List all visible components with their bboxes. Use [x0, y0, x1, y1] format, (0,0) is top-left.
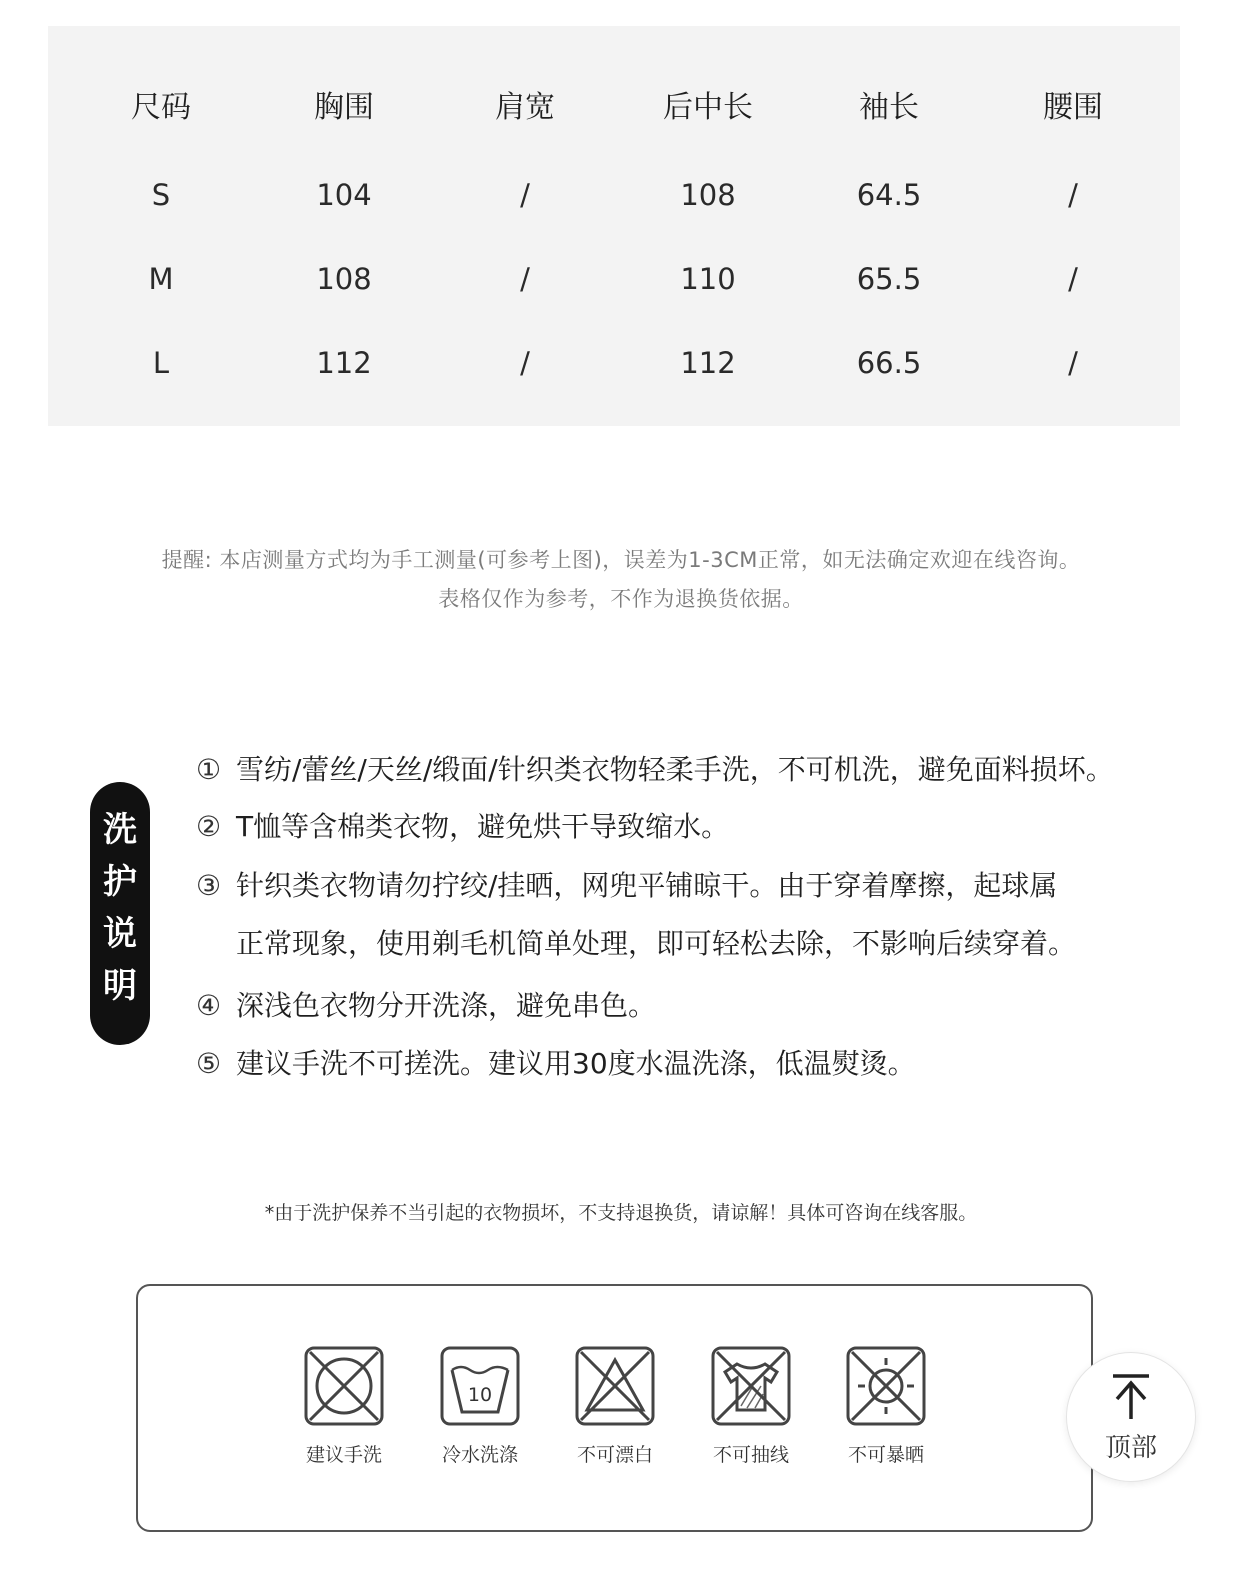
care-item-number: ③ — [196, 869, 222, 902]
table-cell: 112 — [680, 346, 736, 380]
care-icon-label: 不可抽线 — [712, 1444, 789, 1466]
table-row — [48, 333, 1180, 393]
back-to-top-label: 顶部 — [1104, 1433, 1157, 1463]
table-cell: M — [148, 262, 174, 296]
header-size: 尺码 — [131, 90, 191, 125]
care-item-text: 建议手洗不可搓洗。建议用30度水温洗涤，低温熨烫。 — [236, 1047, 916, 1080]
table-cell: / — [520, 346, 530, 380]
care-item-text: 针织类衣物请勿拧绞/挂晒，网兜平铺晾干。由于穿着摩擦，起球属 — [236, 869, 1058, 902]
table-cell: / — [520, 262, 530, 296]
wash-10-degree-icon — [440, 1346, 520, 1426]
care-item-number: ⑤ — [196, 1047, 222, 1080]
badge-char: 洗 — [103, 810, 137, 850]
table-cell: / — [520, 178, 530, 212]
size-table-header-row — [48, 78, 1180, 138]
back-to-top-button[interactable] — [1066, 1352, 1196, 1482]
header-shoulder: 肩宽 — [495, 90, 555, 125]
table-cell: 66.5 — [856, 346, 922, 380]
badge-char: 说 — [103, 914, 137, 954]
care-item — [196, 984, 656, 1024]
care-item-text: T恤等含棉类衣物，避免烘干导致缩水。 — [236, 810, 730, 843]
care-icon-label: 不可漂白 — [576, 1444, 653, 1466]
care-disclaimer: *由于洗护保养不当引起的衣物损坏，不支持退换货，请谅解！具体可咨询在线客服。 — [264, 1202, 978, 1224]
badge-char: 护 — [103, 862, 137, 902]
header-chest: 胸围 — [314, 90, 374, 125]
measurement-notice: 提醒: 本店测量方式均为手工测量(可参考上图)，误差为1-3CM正常，如无法确定欢迎在线咨询。 — [161, 548, 1081, 572]
care-item-number: ② — [196, 810, 222, 843]
header-sleeve: 袖长 — [859, 90, 919, 125]
care-item-text: 雪纺/蕾丝/天丝/缎面/针织类衣物轻柔手洗，不可机洗，避免面料损坏。 — [236, 753, 1114, 786]
care-item — [196, 864, 1057, 904]
table-cell: / — [1068, 262, 1078, 296]
reference-notice: 表格仅作为参考，不作为退换货依据。 — [438, 587, 804, 611]
care-instructions-badge — [90, 782, 150, 1045]
care-icon-label: 建议手洗 — [305, 1444, 382, 1466]
table-cell: 65.5 — [856, 262, 922, 296]
table-row — [48, 249, 1180, 309]
care-icon-label: 冷水洗涤 — [441, 1444, 518, 1466]
care-item — [196, 748, 1114, 788]
header-waist: 腰围 — [1043, 90, 1103, 125]
no-machine-wash-icon — [304, 1346, 384, 1426]
care-item-text: 深浅色衣物分开洗涤，避免串色。 — [236, 989, 657, 1022]
table-cell: / — [1068, 178, 1078, 212]
table-cell: 110 — [680, 262, 736, 296]
no-pull-thread-icon — [711, 1346, 791, 1426]
care-item-text: 正常现象，使用剃毛机简单处理，即可轻松去除，不影响后续穿着。 — [236, 927, 1077, 960]
table-cell: 64.5 — [856, 178, 922, 212]
table-cell: L — [152, 346, 170, 380]
no-sun-dry-icon — [846, 1346, 926, 1426]
table-cell: / — [1068, 346, 1078, 380]
care-item — [196, 1042, 916, 1082]
care-icon-label: 不可暴晒 — [847, 1444, 924, 1466]
care-item — [196, 805, 729, 845]
badge-char: 明 — [103, 966, 137, 1006]
care-item-number: ④ — [196, 989, 222, 1022]
table-cell: 112 — [316, 346, 372, 380]
wash-temperature: 10 — [467, 1384, 493, 1406]
table-cell: 104 — [316, 178, 372, 212]
header-back-length: 后中长 — [663, 90, 753, 125]
size-chart-table — [48, 26, 1180, 426]
table-cell: S — [151, 178, 171, 212]
table-cell: 108 — [680, 178, 736, 212]
table-cell: 108 — [316, 262, 372, 296]
table-row — [48, 165, 1180, 225]
care-item-number: ① — [196, 753, 222, 786]
care-item-continued — [196, 922, 1076, 962]
no-bleach-icon — [575, 1346, 655, 1426]
arrow-up-icon — [1109, 1373, 1153, 1421]
